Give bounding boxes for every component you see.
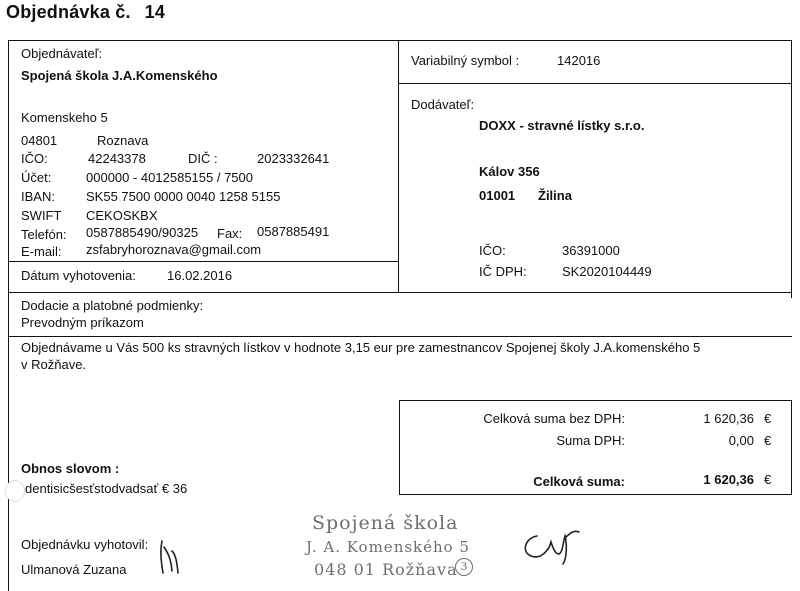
order-title xyxy=(6,2,165,23)
buyer-email-label: E-mail: xyxy=(21,244,62,259)
currency-total: € xyxy=(764,472,772,487)
total-value: 1 620,36 xyxy=(703,472,754,487)
prepared-by-label: Objednávku vyhotovil: xyxy=(21,537,149,552)
totals-box-top xyxy=(399,400,792,401)
stamp-line3: 048 01 Rožňava xyxy=(314,560,458,579)
stamp-mark-number: 3 xyxy=(460,560,468,573)
buyer-phone-label: Telefón: xyxy=(21,227,67,242)
order-title-label: Objednávka č. xyxy=(6,2,131,22)
buyer-account-label: Účet: xyxy=(21,170,52,185)
variable-symbol-value: 142016 xyxy=(557,53,601,68)
buyer-label: Objednávateľ: xyxy=(21,46,103,61)
total-without-vat-label: Celková suma bez DPH: xyxy=(483,411,625,426)
buyer-ico-label: IČO: xyxy=(21,151,48,166)
buyer-account: 000000 - 4012585155 / 7500 xyxy=(86,170,253,185)
stamp-line2: J. A. Komenského 5 xyxy=(306,538,471,556)
supplier-label: Dodávateľ: xyxy=(411,97,475,112)
buyer-zip: 04801 xyxy=(21,133,58,148)
date-divider xyxy=(8,261,399,262)
buyer-iban: SK55 7500 0000 0040 1258 5155 xyxy=(86,189,281,204)
variable-symbol-label: Variabilný symbol : xyxy=(411,53,520,68)
in-words-value: dentisicšesťstodvadsať € 36 xyxy=(25,481,188,496)
in-words-label: Obnos slovom : xyxy=(21,461,120,476)
buyer-iban-label: IBAN: xyxy=(21,189,55,204)
in-words-blot xyxy=(6,481,24,501)
buyer-dic: 2023332641 xyxy=(257,151,330,166)
totals-box-left xyxy=(399,400,400,495)
frame-left xyxy=(8,40,9,591)
frame-top xyxy=(8,40,792,41)
issue-date-label: Dátum vyhotovenia: xyxy=(21,268,136,283)
header-bottom-divider xyxy=(8,292,792,293)
signature-icon xyxy=(515,518,585,568)
buyer-fax: 0587885491 xyxy=(257,224,330,239)
stamp-line1: Spojená škola xyxy=(312,512,459,534)
buyer-street: Komenskeho 5 xyxy=(21,110,108,125)
supplier-zip: 01001 xyxy=(479,188,516,203)
buyer-phone: 0587885490/90325 xyxy=(86,225,199,240)
total-label: Celková suma: xyxy=(533,474,625,489)
order-text-line2: v Rožňave. xyxy=(21,357,87,372)
totals-box-bottom xyxy=(399,494,792,495)
buyer-swift: CEKOSKBX xyxy=(86,208,158,223)
supplier-icdph: SK2020104449 xyxy=(562,264,652,279)
total-without-vat: 1 620,36 xyxy=(703,411,754,426)
buyer-fax-label: Fax: xyxy=(217,226,243,241)
terms-divider xyxy=(8,336,792,337)
supplier-name: DOXX - stravné lístky s.r.o. xyxy=(479,118,645,133)
frame-right xyxy=(791,40,792,298)
buyer-email: zsfabryhoroznava@gmail.com xyxy=(86,242,262,257)
vat-label: Suma DPH: xyxy=(556,433,625,448)
buyer-swift-label: SWIFT xyxy=(21,208,62,223)
terms-value: Prevodným príkazom xyxy=(21,315,144,330)
buyer-supplier-divider xyxy=(398,40,399,293)
stamp-mark xyxy=(455,558,473,576)
buyer-name: Spojená škola J.A.Komenského xyxy=(21,68,218,83)
supplier-ico-label: IČO: xyxy=(479,243,506,258)
order-number: 14 xyxy=(144,2,166,22)
issue-date: 16.02.2016 xyxy=(167,268,233,283)
supplier-street: Kálov 356 xyxy=(479,164,540,179)
terms-label: Dodacie a platobné podmienky: xyxy=(21,298,204,313)
totals-box-right xyxy=(791,400,792,495)
buyer-dic-label: DIČ : xyxy=(188,151,218,166)
buyer-city: Roznava xyxy=(97,133,149,148)
supplier-ico: 36391000 xyxy=(562,243,620,258)
order-text-line1: Objednávame u Vás 500 ks stravných lístkov v hodnote 3,15 eur pre zamestnancov Spojenej školy J.A.komenského 5 xyxy=(21,340,701,355)
currency-without-vat: € xyxy=(764,411,772,426)
supplier-city: Žilina xyxy=(538,188,572,203)
currency-vat: € xyxy=(764,433,772,448)
supplier-icdph-label: IČ DPH: xyxy=(479,264,527,279)
vat-value: 0,00 xyxy=(728,433,754,448)
school-stamp xyxy=(300,510,500,585)
variable-symbol-divider xyxy=(398,83,792,84)
prepared-by-name: Ulmanová Zuzana xyxy=(21,562,127,577)
initial-signature-icon xyxy=(156,537,186,577)
buyer-ico: 42243378 xyxy=(88,151,146,166)
